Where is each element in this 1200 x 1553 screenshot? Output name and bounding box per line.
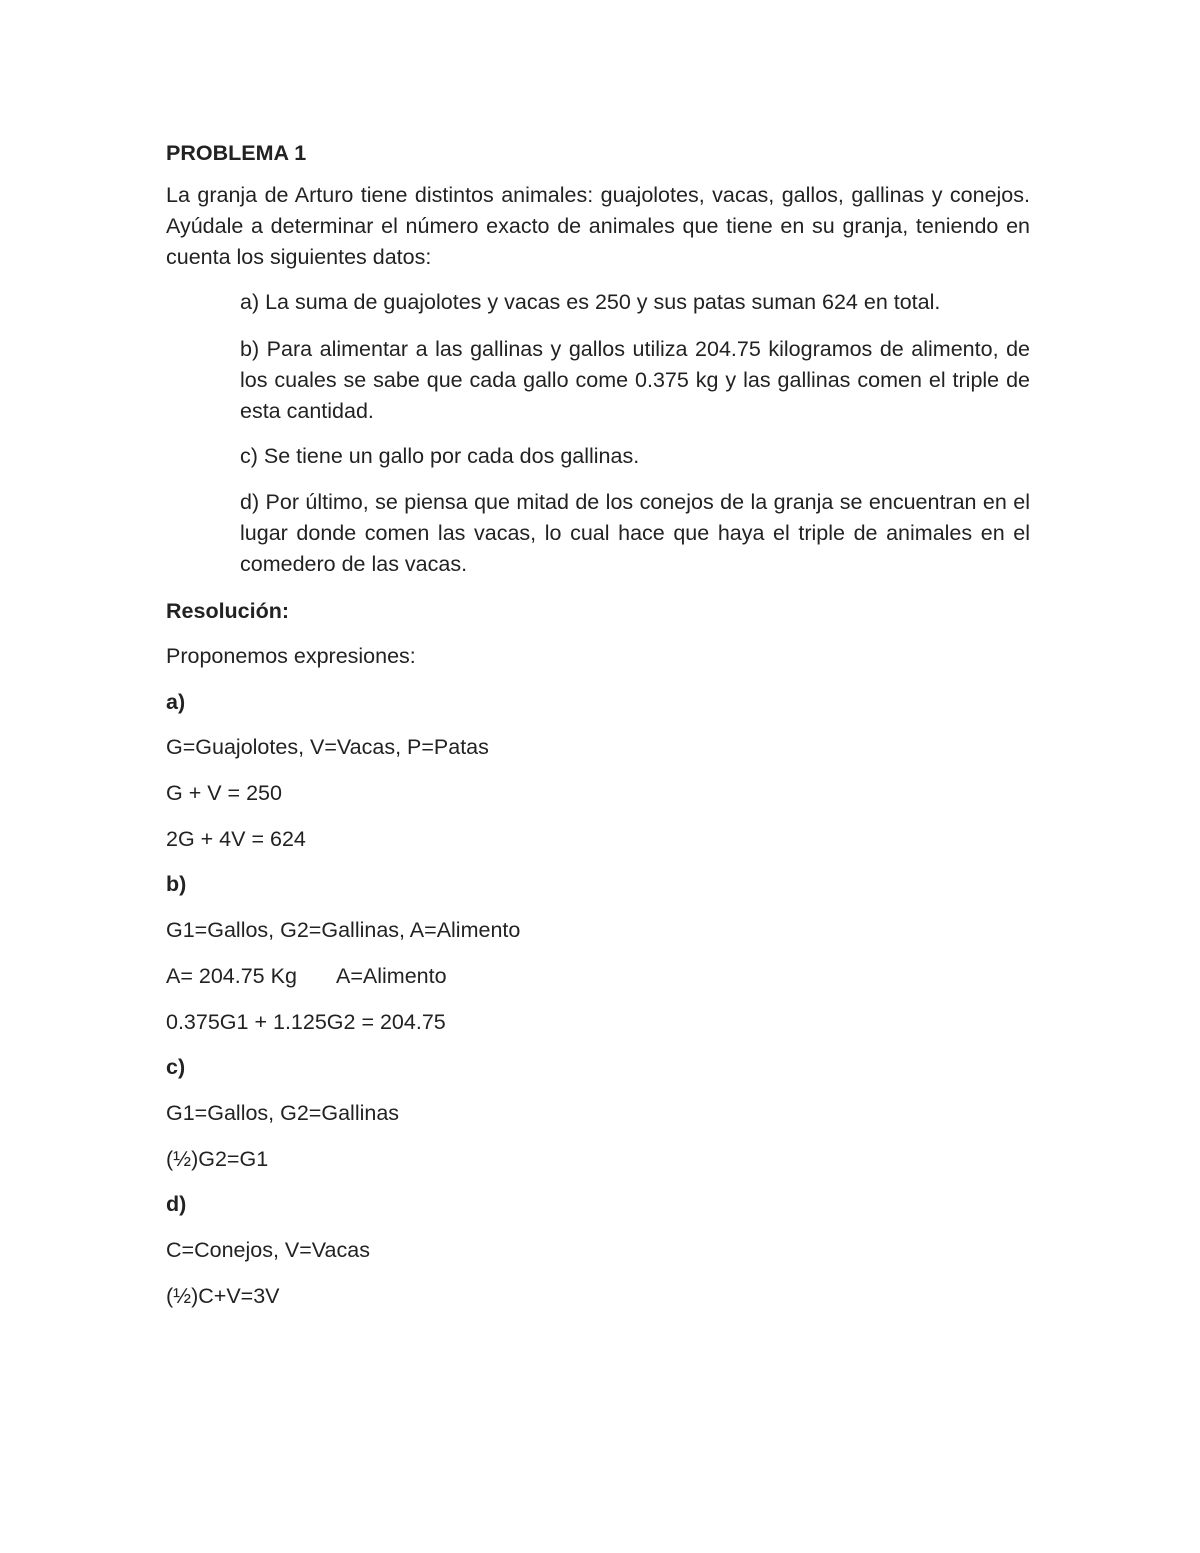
proposal-line: Proponemos expresiones: (166, 644, 416, 668)
item-c: c) Se tiene un gallo por cada dos gallinas. (240, 444, 640, 468)
section-b-definitions: G1=Gallos, G2=Gallinas, A=Alimento (166, 918, 521, 942)
section-a-definitions: G=Guajolotes, V=Vacas, P=Patas (166, 735, 489, 759)
section-a-equation-2: 2G + 4V = 624 (166, 827, 306, 851)
section-d-definitions: C=Conejos, V=Vacas (166, 1238, 370, 1262)
resolution-heading: Resolución: (166, 599, 290, 623)
section-c-equation-1: (½)G2=G1 (166, 1147, 269, 1171)
problem-title: PROBLEMA 1 (166, 141, 307, 165)
problem-intro: La granja de Arturo tiene distintos animales: guajolotes, vacas, gallos, gallinas y conejos. Ayúdale a determinar el número exacto de animales que tiene en su granja, teniendo en cuenta los siguientes datos: (166, 183, 1030, 269)
section-b-equation-1-left: A= 204.75 Kg (166, 964, 297, 988)
section-b-label: b) (166, 872, 187, 896)
section-d-label: d) (166, 1192, 187, 1216)
item-b: b) Para alimentar a las gallinas y gallos utiliza 204.75 kilogramos de alimento, de los cuales se sabe que cada gallo come 0.375 kg y las gallinas comen el triple de esta cantidad. (240, 337, 1030, 423)
section-b-equation-2: 0.375G1 + 1.125G2 = 204.75 (166, 1010, 446, 1034)
item-a: a) La suma de guajolotes y vacas es 250 y sus patas suman 624 en total. (240, 290, 941, 314)
section-b-equation-1-right: A=Alimento (336, 964, 447, 988)
section-a-equation-1: G + V = 250 (166, 781, 282, 805)
section-c-label: c) (166, 1055, 186, 1079)
section-c-definitions: G1=Gallos, G2=Gallinas (166, 1101, 400, 1125)
section-a-label: a) (166, 690, 186, 714)
item-d: d) Por último, se piensa que mitad de los conejos de la granja se encuentran en el lugar donde comen las vacas, lo cual hace que haya el triple de animales en el comedero de las vacas. (240, 490, 1030, 576)
section-d-equation-1: (½)C+V=3V (166, 1284, 280, 1308)
